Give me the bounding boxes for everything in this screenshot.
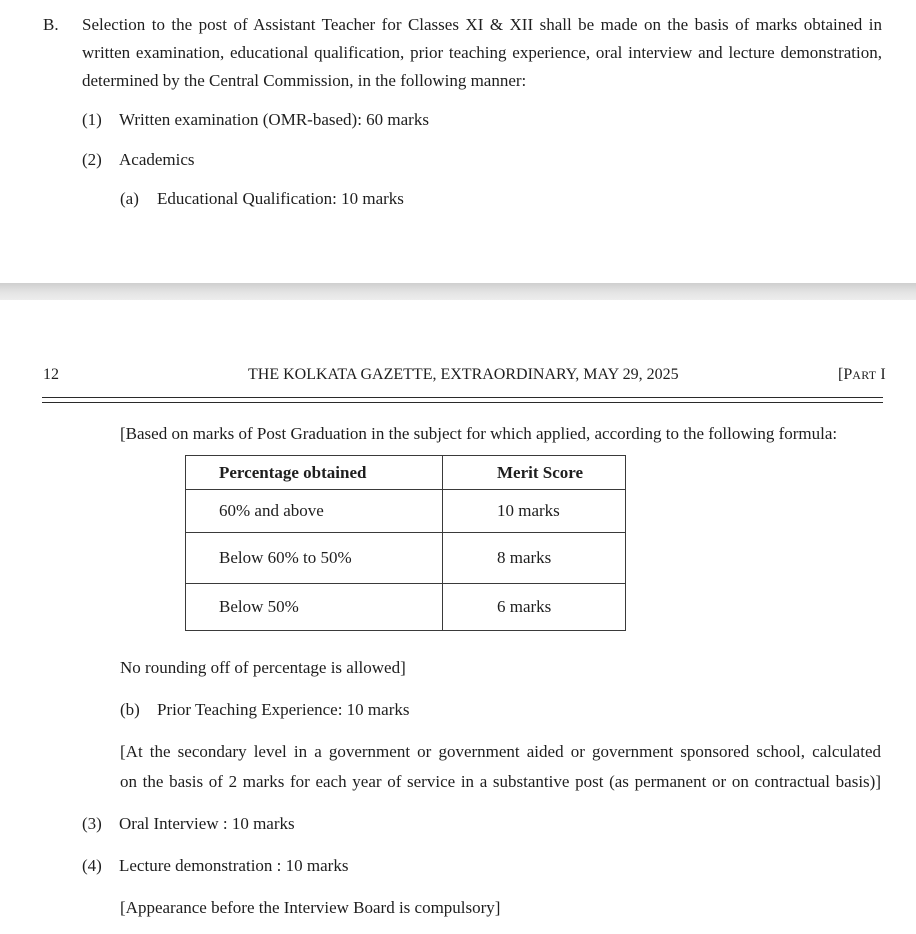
header-rule-bottom bbox=[42, 402, 883, 403]
table-cell: 10 marks bbox=[443, 490, 626, 533]
intro-line-2: written examination, educational qualification, prior teaching experience, oral interview and lecture demonstration, bbox=[82, 43, 882, 62]
table-cell: 8 marks bbox=[443, 533, 626, 584]
page-gap-divider bbox=[0, 283, 916, 300]
table-header-row bbox=[186, 456, 626, 490]
part-label-close: I bbox=[876, 366, 886, 383]
item-2-text: Academics bbox=[119, 150, 195, 169]
item-2b-text: Prior Teaching Experience: 10 marks bbox=[157, 700, 410, 719]
table-row bbox=[186, 533, 626, 584]
formula-intro: [Based on marks of Post Graduation in the subject for which applied, according to the following formula: bbox=[120, 424, 838, 443]
intro-line-1: Selection to the post of Assistant Teacher for Classes XI & XII shall be made on the basis of marks obtained in bbox=[82, 15, 882, 34]
item-3-text: Oral Interview : 10 marks bbox=[119, 814, 295, 833]
experience-note-line-1: [At the secondary level in a government or government aided or government sponsored school, calculated bbox=[120, 742, 881, 761]
item-4-marker: (4) bbox=[82, 856, 102, 875]
rounding-note: No rounding off of percentage is allowed] bbox=[120, 658, 406, 677]
item-2a-text: Educational Qualification: 10 marks bbox=[157, 189, 404, 208]
table-cell: 60% and above bbox=[186, 490, 443, 533]
item-4-text: Lecture demonstration : 10 marks bbox=[119, 856, 349, 875]
merit-score-table bbox=[185, 455, 626, 631]
item-2b-marker: (b) bbox=[120, 700, 140, 719]
part-label bbox=[838, 366, 886, 384]
table-cell: 6 marks bbox=[443, 584, 626, 631]
gazette-title: THE KOLKATA GAZETTE, EXTRAORDINARY, MAY 29, 2025 bbox=[248, 366, 679, 383]
item-2a-marker: (a) bbox=[120, 189, 139, 208]
item-1-text: Written examination (OMR-based): 60 marks bbox=[119, 110, 429, 129]
table-row bbox=[186, 490, 626, 533]
intro-line-3: determined by the Central Commission, in the following manner: bbox=[82, 71, 527, 90]
section-marker: B. bbox=[43, 15, 59, 34]
page-number: 12 bbox=[43, 366, 59, 383]
part-label-open: [P bbox=[838, 366, 853, 383]
part-label-small: ART bbox=[852, 368, 877, 382]
table-header-percentage: Percentage obtained bbox=[186, 456, 443, 490]
table-header-merit-score: Merit Score bbox=[443, 456, 626, 490]
experience-note-line-2: on the basis of 2 marks for each year of service in a substantive post (as permanent or on contractual basis)] bbox=[120, 772, 881, 791]
table-row bbox=[186, 584, 626, 631]
appearance-note: [Appearance before the Interview Board is compulsory] bbox=[120, 898, 501, 917]
item-1-marker: (1) bbox=[82, 110, 102, 129]
header-rule-top bbox=[42, 397, 883, 398]
item-3-marker: (3) bbox=[82, 814, 102, 833]
item-2-marker: (2) bbox=[82, 150, 102, 169]
table-cell: Below 50% bbox=[186, 584, 443, 631]
table-cell: Below 60% to 50% bbox=[186, 533, 443, 584]
